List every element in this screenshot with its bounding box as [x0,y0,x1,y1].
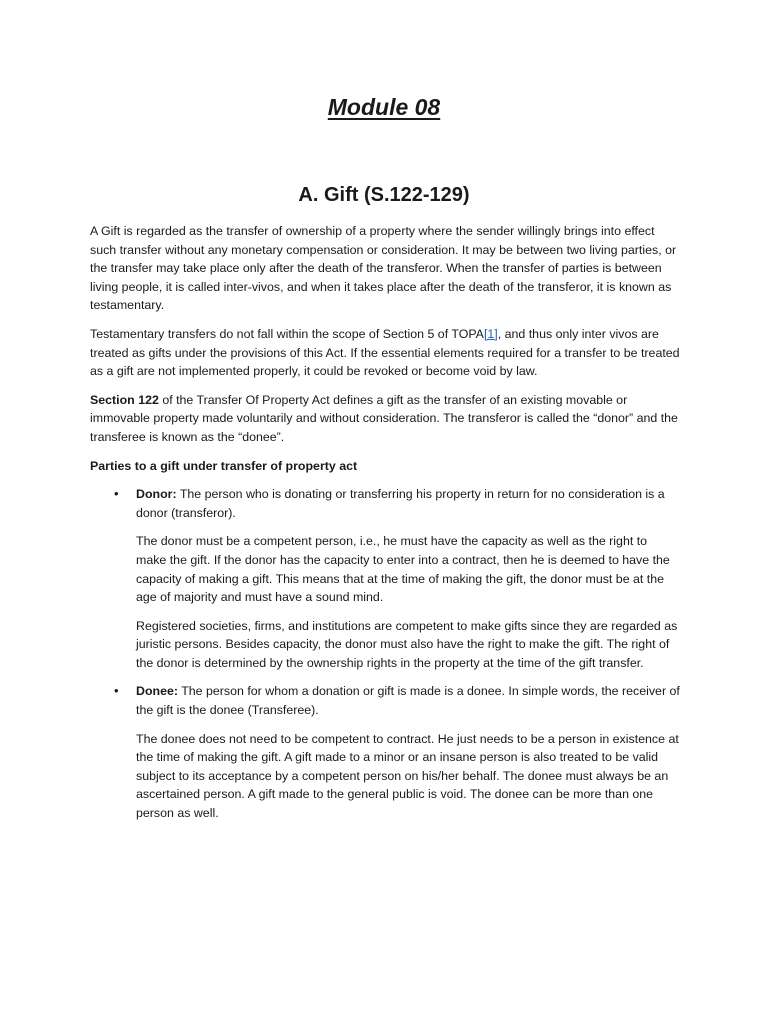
module-title: Module 08 [327,94,441,120]
bullet-icon: • [114,486,119,502]
donor-rights-paragraph: Registered societies, firms, and institutions are competent to make gifts since they are regarded as juristic persons. Besides capacity, the donor must also have the right to make the gift. The right of the donor is determined by the ownership rights in the property at the time of the gift transfer. [136,618,678,670]
donor-term: Donor: [136,487,177,502]
parties-list [90,485,680,823]
donee-term: Donee: [136,684,178,699]
donor-capacity-paragraph: The donor must be a competent person, i.e., he must have the capacity as well as the right to make the gift. If the donor has the capacity to enter into a contract, then he is deemed to have the capacity of making a gift. This means that at the time of making the gift, the donor must be at the age of majority and must have a sound mind. [136,534,670,605]
donee-definition [136,682,680,719]
testamentary-text-end: , and thus only inter vivos are treated as gifts under the provisions of this Act. If the essential elements required for a transfer to be treated as a gift are not implemented properly, it could be revoked or become void by law. [90,326,680,379]
section-122-paragraph [90,391,680,447]
section-122-text: of the Transfer Of Property Act defines a gift as the transfer of an existing movable or immovable property made voluntarily and without consideration. The transferor is called the “donor” and the transferee is known as the “donee”. [90,392,678,444]
testamentary-text-start: Testamentary transfers do not fall within the scope of Section 5 of TOPA [90,326,484,341]
testamentary-paragraph [90,325,680,381]
donee-competence-paragraph: The donee does not need to be competent to contract. He just needs to be a person in existence at the time of making the gift. A gift made to a minor or an insane person is also treated to be valid subject to its acceptance by a competent person on his/her behalf. The donee must always be an ascertained person. A gift made to the general public is void. The donee can be more than one person as well. [136,731,679,821]
footnote-link[interactable]: [1] [483,326,498,341]
donor-definition-text: The person who is donating or transferring his property in return for no consideration is a donor (transferor). [136,487,665,520]
parties-heading: Parties to a gift under transfer of property act [90,458,358,473]
donee-definition-text: The person for whom a donation or gift is made is a donee. In simple words, the receiver of the gift is the donee (Transferee). [136,684,680,718]
list-item-donee [90,682,680,822]
bullet-icon: • [114,683,119,699]
section-title: A. Gift (S.122-129) [298,184,470,206]
document-body [90,222,680,833]
intro-paragraph: A Gift is regarded as the transfer of ownership of a property where the sender willingly brings into effect such transfer without any monetary compensation or consideration. It may be between two living parties, or the transfer may take place only after the death of the transferor. When the transfer of parties is between living people, it is called inter-vivos, and when it takes place after the death of the transferor, it is known as testamentary. [90,224,677,313]
section-122-label: Section 122 [90,392,159,407]
list-item-donor [90,485,680,672]
donor-definition [136,485,680,522]
